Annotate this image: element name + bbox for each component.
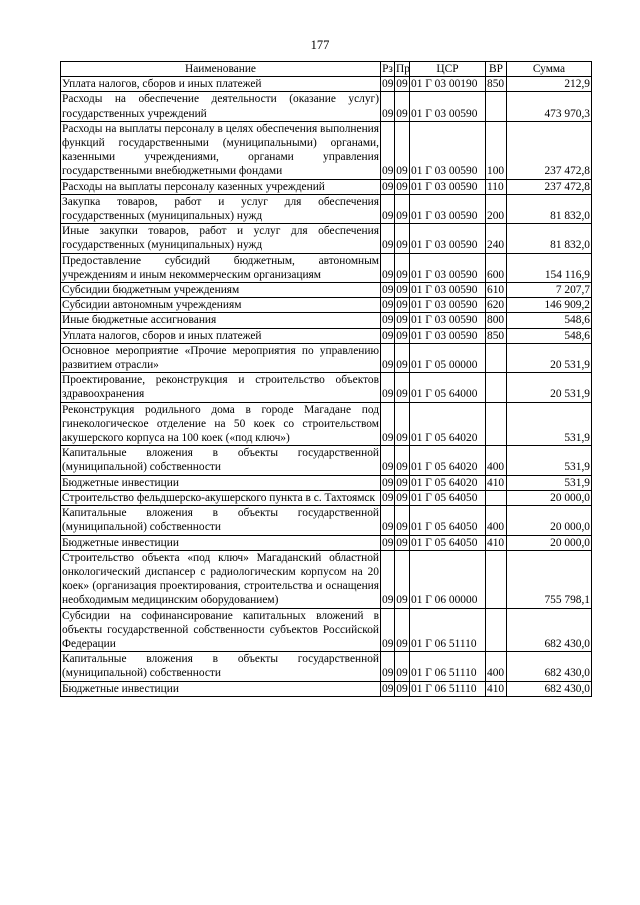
table-row — [61, 224, 592, 253]
row-rz: 09 — [381, 446, 395, 475]
row-vr: 620 — [486, 298, 507, 313]
row-sum: 20 000,0 — [507, 506, 592, 535]
row-vr: 400 — [486, 446, 507, 475]
row-name: Уплата налогов, сборов и иных платежей — [61, 328, 381, 343]
table-row — [61, 328, 592, 343]
row-sum: 682 430,0 — [507, 681, 592, 696]
row-vr: 240 — [486, 224, 507, 253]
row-vr — [486, 490, 507, 505]
table-row — [61, 92, 592, 121]
row-name: Бюджетные инвестиции — [61, 475, 381, 490]
row-csr: 01 Г 03 00590 — [410, 121, 486, 179]
row-vr: 110 — [486, 179, 507, 194]
row-csr: 01 Г 03 00190 — [410, 77, 486, 92]
row-name: Субсидии бюджетным учреждениям — [61, 283, 381, 298]
row-pr: 09 — [395, 343, 410, 372]
row-rz: 09 — [381, 121, 395, 179]
row-pr: 09 — [396, 284, 408, 297]
row-sum: 237 472,8 — [507, 179, 592, 194]
row-rz: 09 — [381, 92, 395, 121]
row-name: Расходы на выплаты персоналу в целях обеспечения выполнения функций государственными (муниципальными) органами, казенными учреждениями, органами управления государственными внебюджетными фондами — [62, 122, 379, 178]
table-row — [61, 446, 592, 475]
table-row — [61, 506, 592, 535]
table-row — [61, 490, 592, 505]
row-vr — [486, 550, 507, 608]
table-row — [61, 681, 592, 696]
row-rz: 09 — [382, 299, 394, 312]
row-csr: 01 Г 06 51110 — [410, 652, 486, 681]
header-vr: ВР — [486, 62, 507, 77]
row-pr: 09 — [395, 373, 410, 402]
row-csr: 01 Г 03 00590 — [410, 224, 486, 253]
row-csr: 01 Г 03 00590 — [410, 92, 486, 121]
row-pr: 09 — [395, 608, 410, 652]
row-name: Капитальные вложения в объекты государственной (муниципальной) собственности — [62, 507, 379, 534]
row-vr: 100 — [486, 121, 507, 179]
row-pr: 09 — [395, 402, 410, 446]
header-rz: Рз — [382, 63, 393, 75]
table-row — [61, 373, 592, 402]
row-csr: 01 Г 05 00000 — [410, 343, 486, 372]
row-rz: 09 — [381, 550, 395, 608]
budget-table — [60, 61, 592, 697]
row-sum: 146 909,2 — [507, 298, 592, 313]
row-sum: 531,9 — [507, 475, 592, 490]
row-name: Капитальные вложения в объекты государственной (муниципальной) собственности — [62, 447, 379, 474]
row-csr: 01 Г 05 64020 — [410, 402, 486, 446]
row-vr: 200 — [486, 194, 507, 223]
row-csr: 01 Г 06 51110 — [410, 681, 486, 696]
row-sum: 682 430,0 — [507, 652, 592, 681]
row-rz: 09 — [382, 476, 394, 489]
row-pr: 09 — [396, 329, 408, 342]
row-rz: 09 — [382, 682, 394, 695]
row-name: Расходы на обеспечение деятельности (оказание услуг) государственных учреждений — [62, 93, 379, 120]
row-csr: 01 Г 03 00590 — [410, 313, 486, 328]
row-sum: 237 472,8 — [507, 121, 592, 179]
row-sum: 755 798,1 — [507, 550, 592, 608]
table-row — [61, 402, 592, 446]
row-sum: 7 207,7 — [507, 283, 592, 298]
table-row — [61, 283, 592, 298]
row-csr: 01 Г 03 00590 — [410, 298, 486, 313]
row-csr: 01 Г 05 64020 — [410, 446, 486, 475]
row-sum: 20 531,9 — [507, 343, 592, 372]
row-name: Иные бюджетные ассигнования — [61, 313, 381, 328]
row-pr: 09 — [396, 314, 408, 327]
header-pr: Пр — [396, 63, 410, 75]
row-pr: 09 — [396, 78, 408, 91]
table-row — [61, 608, 592, 652]
page-number: 177 — [310, 38, 330, 52]
row-rz: 09 — [381, 652, 395, 681]
row-pr: 09 — [395, 121, 410, 179]
row-vr — [486, 92, 507, 121]
row-csr: 01 Г 06 00000 — [410, 550, 486, 608]
row-csr: 01 Г 05 64050 — [410, 490, 486, 505]
row-csr: 01 Г 03 00590 — [410, 253, 486, 282]
row-pr: 09 — [396, 476, 408, 489]
row-sum: 531,9 — [507, 446, 592, 475]
row-csr: 01 Г 05 64000 — [410, 373, 486, 402]
row-rz: 09 — [381, 506, 395, 535]
row-name: Субсидии автономным учреждениям — [61, 298, 381, 313]
row-sum: 473 970,3 — [507, 92, 592, 121]
table-body — [61, 77, 592, 697]
row-sum: 81 832,0 — [507, 194, 592, 223]
row-name: Бюджетные инвестиции — [61, 681, 381, 696]
row-sum: 154 116,9 — [507, 253, 592, 282]
row-sum: 548,6 — [507, 328, 592, 343]
row-csr: 01 Г 06 51110 — [410, 608, 486, 652]
row-pr: 09 — [396, 491, 408, 504]
row-rz: 09 — [381, 608, 395, 652]
row-csr: 01 Г 05 64050 — [410, 535, 486, 550]
row-rz: 09 — [382, 491, 394, 504]
row-csr: 01 Г 05 64020 — [410, 475, 486, 490]
row-csr: 01 Г 03 00590 — [410, 283, 486, 298]
row-sum: 20 531,9 — [507, 373, 592, 402]
row-sum: 212,9 — [507, 77, 592, 92]
row-vr — [486, 343, 507, 372]
table-row — [61, 121, 592, 179]
row-pr: 09 — [395, 550, 410, 608]
row-rz: 09 — [382, 329, 394, 342]
row-name: Реконструкция родильного дома в городе Магадане под гинекологическое отделение на 50 коек со строительством акушерского корпуса на 100 коек («под ключ») — [62, 403, 379, 445]
row-name: Строительство фельдшерско-акушерского пункта в с. Тахтоямск — [61, 490, 381, 505]
header-sum: Сумма — [507, 62, 592, 77]
row-pr: 09 — [396, 299, 408, 312]
row-sum: 20 000,0 — [507, 490, 592, 505]
row-pr: 09 — [395, 194, 410, 223]
row-sum: 682 430,0 — [507, 608, 592, 652]
row-pr: 09 — [396, 682, 408, 695]
row-pr: 09 — [396, 536, 408, 549]
row-vr: 410 — [486, 681, 507, 696]
row-vr: 410 — [486, 535, 507, 550]
row-name: Основное мероприятие «Прочие мероприятия по управлению развитием отрасли» — [62, 344, 379, 372]
row-sum: 20 000,0 — [507, 535, 592, 550]
row-vr: 400 — [486, 506, 507, 535]
row-name: Капитальные вложения в объекты государственной (муниципальной) собственности — [62, 653, 379, 680]
table-row — [61, 550, 592, 608]
row-name: Проектирование, реконструкция и строительство объектов здравоохранения — [62, 374, 379, 401]
row-csr: 01 Г 03 00590 — [410, 194, 486, 223]
row-sum: 81 832,0 — [507, 224, 592, 253]
table-row — [61, 253, 592, 282]
table-row — [61, 298, 592, 313]
table-row — [61, 475, 592, 490]
row-name: Предоставление субсидий бюджетным, автономным учреждениям и иным некоммерческим организациям — [62, 254, 379, 281]
row-pr: 09 — [395, 224, 410, 253]
table-row — [61, 179, 592, 194]
row-csr: 01 Г 03 00590 — [410, 179, 486, 194]
row-name: Закупка товаров, работ и услуг для обеспечения государственных (муниципальных) нужд — [62, 195, 379, 223]
row-vr — [486, 373, 507, 402]
row-vr: 400 — [486, 652, 507, 681]
row-sum: 531,9 — [507, 402, 592, 446]
row-pr: 09 — [395, 652, 410, 681]
row-rz: 09 — [382, 284, 394, 297]
row-rz: 09 — [381, 402, 395, 446]
table-header-row — [61, 62, 592, 77]
table-row — [61, 194, 592, 223]
row-rz: 09 — [381, 253, 395, 282]
row-vr: 850 — [486, 328, 507, 343]
header-name: Наименование — [61, 62, 381, 77]
row-name: Субсидии на софинансирование капитальных вложений в объекты государственной собственности субъектов Российской Федерации — [62, 609, 379, 650]
row-name: Иные закупки товаров, работ и услуг для обеспечения государственных (муниципальных) нужд — [62, 225, 379, 252]
row-csr: 01 Г 05 64050 — [410, 506, 486, 535]
row-sum: 548,6 — [507, 313, 592, 328]
row-rz: 09 — [382, 78, 394, 91]
table-row — [61, 652, 592, 681]
row-vr: 800 — [486, 313, 507, 328]
header-csr: ЦСР — [410, 62, 486, 77]
row-name: Бюджетные инвестиции — [61, 535, 381, 550]
row-csr: 01 Г 03 00590 — [410, 328, 486, 343]
row-name: Уплата налогов, сборов и иных платежей — [61, 77, 381, 92]
row-rz: 09 — [381, 224, 395, 253]
row-vr: 410 — [486, 475, 507, 490]
row-rz: 09 — [382, 536, 394, 549]
row-pr: 09 — [395, 92, 410, 121]
row-name: Строительство объекта «под ключ» Магаданский областной онкологический диспансер с радиологическим корпусом на 20 коек» (организация проектирования, строительства и оснащения необходимым медицинским оборудованием) — [62, 551, 379, 607]
row-rz: 09 — [381, 343, 395, 372]
row-rz: 09 — [381, 194, 395, 223]
row-rz: 09 — [381, 373, 395, 402]
row-vr: 600 — [486, 253, 507, 282]
row-pr: 09 — [395, 446, 410, 475]
row-vr — [486, 402, 507, 446]
row-rz: 09 — [382, 314, 394, 327]
table-row — [61, 313, 592, 328]
row-pr: 09 — [395, 253, 410, 282]
row-vr: 610 — [486, 283, 507, 298]
row-pr: 09 — [395, 506, 410, 535]
row-vr: 850 — [486, 77, 507, 92]
row-name: Расходы на выплаты персоналу казенных учреждений — [61, 179, 381, 194]
table-row — [61, 343, 592, 372]
table-row — [61, 77, 592, 92]
row-pr: 09 — [396, 180, 408, 193]
row-vr — [486, 608, 507, 652]
table-row — [61, 535, 592, 550]
row-rz: 09 — [382, 180, 394, 193]
